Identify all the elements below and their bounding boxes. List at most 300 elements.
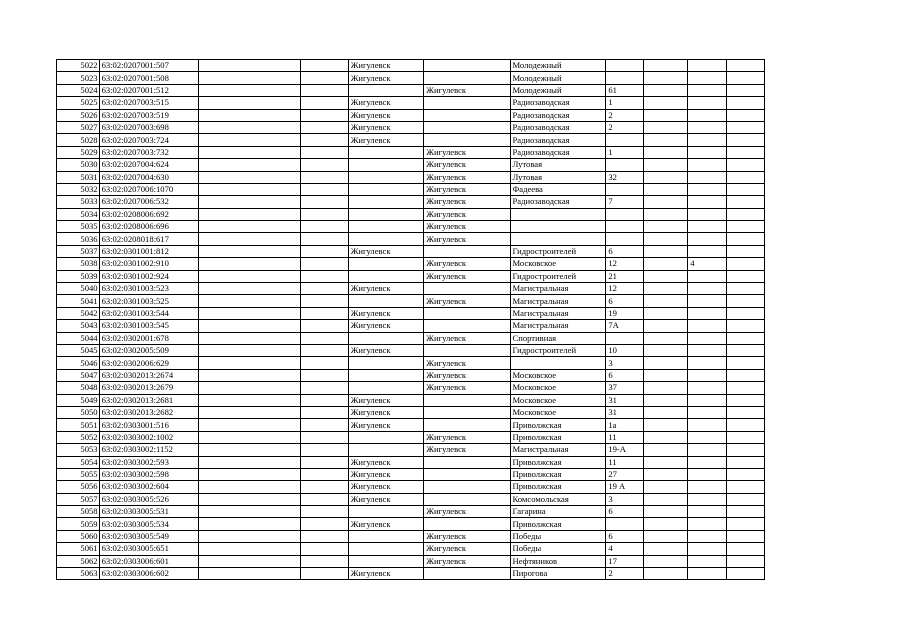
cell-empty-col-a <box>198 493 300 505</box>
cell-empty-col-d <box>726 221 764 233</box>
cell-street: Приволжская <box>510 419 606 431</box>
cell-row-number: 5039 <box>57 270 100 282</box>
cell-empty-col-c <box>643 456 688 468</box>
cell-empty-col-b <box>300 493 348 505</box>
cell-city: Жигулевск <box>348 481 424 493</box>
cell-row-number: 5062 <box>57 555 100 567</box>
cell-building-number <box>688 456 726 468</box>
cell-row-number: 5057 <box>57 493 100 505</box>
cell-building-number <box>688 493 726 505</box>
cell-building-number <box>688 60 726 72</box>
cell-building-number <box>688 221 726 233</box>
cell-building-number <box>688 97 726 109</box>
cell-cadastral-number: 63:02:0207004:624 <box>99 159 198 171</box>
cell-city <box>348 196 424 208</box>
table-row <box>57 307 765 319</box>
cell-row-number: 5027 <box>57 121 100 133</box>
cell-empty-col-a <box>198 307 300 319</box>
cell-row-number: 5042 <box>57 307 100 319</box>
cell-row-number: 5056 <box>57 481 100 493</box>
cell-city: Жигулевск <box>348 60 424 72</box>
cell-cadastral-number: 63:02:0301002:924 <box>99 270 198 282</box>
cell-empty-col-c <box>643 518 688 530</box>
cell-empty-col-c <box>643 543 688 555</box>
cell-cadastral-number: 63:02:0207003:515 <box>99 97 198 109</box>
cell-house-number: 6 <box>606 530 643 542</box>
cell-cadastral-number: 63:02:0207003:732 <box>99 146 198 158</box>
cell-street: Пирогова <box>510 568 606 580</box>
cell-street <box>510 233 606 245</box>
table-body <box>57 60 765 580</box>
cell-empty-col-b <box>300 543 348 555</box>
cell-locality: Жигулевск <box>424 171 510 183</box>
cell-city <box>348 221 424 233</box>
cell-empty-col-d <box>726 518 764 530</box>
cell-row-number: 5028 <box>57 134 100 146</box>
cell-empty-col-a <box>198 518 300 530</box>
cell-locality: Жигулевск <box>424 159 510 171</box>
cell-street: Приволжская <box>510 431 606 443</box>
cell-row-number: 5022 <box>57 60 100 72</box>
cell-cadastral-number: 63:02:0207003:698 <box>99 121 198 133</box>
cell-building-number <box>688 270 726 282</box>
cell-city: Жигулевск <box>348 307 424 319</box>
table-row <box>57 295 765 307</box>
cell-locality: Жигулевск <box>424 431 510 443</box>
cell-house-number <box>606 208 643 220</box>
table-row <box>57 518 765 530</box>
cell-locality: Жигулевск <box>424 543 510 555</box>
cell-building-number <box>688 369 726 381</box>
cell-locality: Жигулевск <box>424 332 510 344</box>
cell-empty-col-d <box>726 245 764 257</box>
cell-locality <box>424 481 510 493</box>
cell-city: Жигулевск <box>348 97 424 109</box>
cell-empty-col-b <box>300 97 348 109</box>
cell-house-number: 6 <box>606 369 643 381</box>
cell-empty-col-a <box>198 196 300 208</box>
cell-empty-col-b <box>300 208 348 220</box>
cell-locality <box>424 394 510 406</box>
cell-empty-col-d <box>726 530 764 542</box>
cell-city <box>348 543 424 555</box>
cell-empty-col-d <box>726 357 764 369</box>
cell-empty-col-a <box>198 233 300 245</box>
cell-empty-col-b <box>300 456 348 468</box>
cell-street: Комсомольская <box>510 493 606 505</box>
cell-empty-col-b <box>300 159 348 171</box>
cell-city: Жигулевск <box>348 72 424 84</box>
cell-house-number: 1 <box>606 146 643 158</box>
cell-locality <box>424 518 510 530</box>
cell-city: Жигулевск <box>348 468 424 480</box>
table-row <box>57 84 765 96</box>
cell-house-number: 31 <box>606 394 643 406</box>
cell-street: Приволжская <box>510 456 606 468</box>
cell-building-number <box>688 208 726 220</box>
cell-row-number: 5044 <box>57 332 100 344</box>
cell-street: Лутовая <box>510 159 606 171</box>
table-row <box>57 233 765 245</box>
cell-house-number: 11 <box>606 431 643 443</box>
cell-street: Магистральная <box>510 307 606 319</box>
cell-building-number <box>688 283 726 295</box>
cell-row-number: 5023 <box>57 72 100 84</box>
cell-empty-col-a <box>198 97 300 109</box>
cell-cadastral-number: 63:02:0303002:593 <box>99 456 198 468</box>
cell-locality: Жигулевск <box>424 84 510 96</box>
table-row <box>57 530 765 542</box>
cell-row-number: 5033 <box>57 196 100 208</box>
cell-empty-col-b <box>300 481 348 493</box>
cell-empty-col-d <box>726 171 764 183</box>
cell-street: Радиозаводская <box>510 97 606 109</box>
cell-empty-col-a <box>198 183 300 195</box>
cell-empty-col-a <box>198 121 300 133</box>
cell-empty-col-a <box>198 109 300 121</box>
cell-house-number: 3 <box>606 493 643 505</box>
cell-building-number: 4 <box>688 258 726 270</box>
cell-row-number: 5040 <box>57 283 100 295</box>
cell-street <box>510 221 606 233</box>
cell-street: Магистральная <box>510 444 606 456</box>
cell-locality <box>424 344 510 356</box>
cell-city: Жигулевск <box>348 245 424 257</box>
cell-empty-col-c <box>643 171 688 183</box>
cell-empty-col-d <box>726 146 764 158</box>
cell-row-number: 5060 <box>57 530 100 542</box>
cell-empty-col-a <box>198 60 300 72</box>
cell-empty-col-a <box>198 270 300 282</box>
cell-city <box>348 357 424 369</box>
table-row <box>57 444 765 456</box>
cell-empty-col-b <box>300 332 348 344</box>
cell-row-number: 5029 <box>57 146 100 158</box>
cell-building-number <box>688 382 726 394</box>
cell-empty-col-d <box>726 555 764 567</box>
table-row <box>57 344 765 356</box>
cell-city: Жигулевск <box>348 283 424 295</box>
cell-building-number <box>688 233 726 245</box>
cell-cadastral-number: 63:02:0302013:2681 <box>99 394 198 406</box>
cell-cadastral-number: 63:02:0208006:696 <box>99 221 198 233</box>
cell-house-number: 6 <box>606 506 643 518</box>
table-row <box>57 382 765 394</box>
table-row <box>57 394 765 406</box>
cell-row-number: 5052 <box>57 431 100 443</box>
cell-building-number <box>688 72 726 84</box>
cell-empty-col-c <box>643 84 688 96</box>
table-row <box>57 406 765 418</box>
cell-city <box>348 159 424 171</box>
table-row <box>57 320 765 332</box>
cell-cadastral-number: 63:02:0301003:544 <box>99 307 198 319</box>
cell-empty-col-b <box>300 568 348 580</box>
table-row <box>57 60 765 72</box>
cell-house-number <box>606 134 643 146</box>
cell-city <box>348 171 424 183</box>
cell-empty-col-c <box>643 245 688 257</box>
cell-cadastral-number: 63:02:0303002:1002 <box>99 431 198 443</box>
cell-street: Гидростроителей <box>510 344 606 356</box>
cell-empty-col-d <box>726 394 764 406</box>
cell-building-number <box>688 543 726 555</box>
cell-city: Жигулевск <box>348 344 424 356</box>
table-row <box>57 357 765 369</box>
cell-street: Гагарина <box>510 506 606 518</box>
cell-empty-col-b <box>300 382 348 394</box>
cell-empty-col-c <box>643 481 688 493</box>
cell-empty-col-b <box>300 60 348 72</box>
cell-street: Приволжская <box>510 468 606 480</box>
cell-empty-col-b <box>300 72 348 84</box>
table-row <box>57 159 765 171</box>
cell-row-number: 5031 <box>57 171 100 183</box>
cell-building-number <box>688 146 726 158</box>
cell-empty-col-a <box>198 72 300 84</box>
cell-house-number: 6 <box>606 245 643 257</box>
cell-empty-col-c <box>643 295 688 307</box>
cell-row-number: 5059 <box>57 518 100 530</box>
cell-empty-col-d <box>726 109 764 121</box>
cell-city: Жигулевск <box>348 518 424 530</box>
cell-street: Лутовая <box>510 171 606 183</box>
cell-empty-col-a <box>198 568 300 580</box>
cell-city <box>348 258 424 270</box>
cell-empty-col-c <box>643 233 688 245</box>
cell-building-number <box>688 332 726 344</box>
cell-cadastral-number: 63:02:0303005:651 <box>99 543 198 555</box>
table-row <box>57 332 765 344</box>
cell-empty-col-a <box>198 468 300 480</box>
cell-building-number <box>688 84 726 96</box>
cell-row-number: 5055 <box>57 468 100 480</box>
cell-house-number: 12 <box>606 283 643 295</box>
table-row <box>57 468 765 480</box>
cell-empty-col-b <box>300 518 348 530</box>
cell-empty-col-b <box>300 295 348 307</box>
cell-empty-col-b <box>300 344 348 356</box>
cell-empty-col-d <box>726 543 764 555</box>
cell-building-number <box>688 307 726 319</box>
cell-empty-col-a <box>198 84 300 96</box>
cell-street: Магистральная <box>510 295 606 307</box>
cell-empty-col-a <box>198 382 300 394</box>
cell-empty-col-a <box>198 258 300 270</box>
cell-cadastral-number: 63:02:0303005:531 <box>99 506 198 518</box>
table-row <box>57 121 765 133</box>
cell-city <box>348 369 424 381</box>
cell-empty-col-d <box>726 481 764 493</box>
cell-empty-col-a <box>198 208 300 220</box>
cell-city: Жигулевск <box>348 419 424 431</box>
cell-locality <box>424 134 510 146</box>
cell-house-number: 21 <box>606 270 643 282</box>
cell-house-number: 2 <box>606 568 643 580</box>
cell-house-number: 19 А <box>606 481 643 493</box>
table-row <box>57 555 765 567</box>
table-row <box>57 146 765 158</box>
cell-row-number: 5035 <box>57 221 100 233</box>
cell-empty-col-d <box>726 233 764 245</box>
cell-cadastral-number: 63:02:0302001:678 <box>99 332 198 344</box>
cell-empty-col-d <box>726 295 764 307</box>
cell-building-number <box>688 320 726 332</box>
cell-empty-col-d <box>726 456 764 468</box>
cell-cadastral-number: 63:02:0207001:507 <box>99 60 198 72</box>
cell-empty-col-b <box>300 183 348 195</box>
cell-city <box>348 208 424 220</box>
cell-locality: Жигулевск <box>424 369 510 381</box>
cell-cadastral-number: 63:02:0207001:508 <box>99 72 198 84</box>
cell-cadastral-number: 63:02:0207006:1070 <box>99 183 198 195</box>
cell-city <box>348 233 424 245</box>
cell-house-number <box>606 60 643 72</box>
table-row <box>57 431 765 443</box>
cell-city <box>348 530 424 542</box>
cell-street <box>510 208 606 220</box>
cell-empty-col-b <box>300 146 348 158</box>
cell-empty-col-c <box>643 419 688 431</box>
cell-house-number: 19 <box>606 307 643 319</box>
cell-empty-col-b <box>300 394 348 406</box>
cell-empty-col-b <box>300 121 348 133</box>
table-row <box>57 208 765 220</box>
cell-empty-col-a <box>198 456 300 468</box>
cell-row-number: 5025 <box>57 97 100 109</box>
cell-empty-col-c <box>643 394 688 406</box>
cell-empty-col-b <box>300 307 348 319</box>
cell-street: Московское <box>510 406 606 418</box>
cell-cadastral-number: 63:02:0303006:602 <box>99 568 198 580</box>
cell-street: Московское <box>510 382 606 394</box>
cell-house-number <box>606 72 643 84</box>
cell-empty-col-d <box>726 332 764 344</box>
cell-empty-col-c <box>643 72 688 84</box>
cell-building-number <box>688 394 726 406</box>
cell-building-number <box>688 518 726 530</box>
cell-street: Радиозаводская <box>510 121 606 133</box>
cell-street: Гидростроителей <box>510 245 606 257</box>
cell-street: Приволжская <box>510 518 606 530</box>
cell-empty-col-d <box>726 121 764 133</box>
cell-locality <box>424 72 510 84</box>
cell-empty-col-a <box>198 394 300 406</box>
cell-empty-col-a <box>198 344 300 356</box>
cell-building-number <box>688 171 726 183</box>
cell-locality: Жигулевск <box>424 270 510 282</box>
cell-city: Жигулевск <box>348 493 424 505</box>
cell-row-number: 5053 <box>57 444 100 456</box>
cell-empty-col-b <box>300 530 348 542</box>
cell-row-number: 5047 <box>57 369 100 381</box>
cell-empty-col-c <box>643 555 688 567</box>
cell-empty-col-c <box>643 146 688 158</box>
cell-house-number: 1а <box>606 419 643 431</box>
cell-empty-col-b <box>300 419 348 431</box>
table-row <box>57 97 765 109</box>
cell-empty-col-c <box>643 530 688 542</box>
cell-empty-col-c <box>643 307 688 319</box>
cell-locality: Жигулевск <box>424 295 510 307</box>
cell-cadastral-number: 63:02:0207003:724 <box>99 134 198 146</box>
cell-row-number: 5050 <box>57 406 100 418</box>
cell-empty-col-b <box>300 283 348 295</box>
cell-empty-col-b <box>300 555 348 567</box>
cell-building-number <box>688 245 726 257</box>
cell-empty-col-c <box>643 506 688 518</box>
cell-street: Нефтяников <box>510 555 606 567</box>
table-row <box>57 493 765 505</box>
cell-building-number <box>688 419 726 431</box>
cell-row-number: 5054 <box>57 456 100 468</box>
cell-empty-col-a <box>198 406 300 418</box>
cell-building-number <box>688 183 726 195</box>
cell-house-number <box>606 183 643 195</box>
cell-house-number: 19-А <box>606 444 643 456</box>
cell-street: Радиозаводская <box>510 196 606 208</box>
cell-cadastral-number: 63:02:0301003:525 <box>99 295 198 307</box>
cell-empty-col-d <box>726 97 764 109</box>
cell-locality: Жигулевск <box>424 506 510 518</box>
cell-empty-col-b <box>300 406 348 418</box>
cell-empty-col-b <box>300 320 348 332</box>
cell-empty-col-b <box>300 444 348 456</box>
cell-building-number <box>688 109 726 121</box>
cell-street: Молодежный <box>510 84 606 96</box>
cell-locality: Жигулевск <box>424 183 510 195</box>
cell-house-number: 61 <box>606 84 643 96</box>
cell-empty-col-c <box>643 208 688 220</box>
cell-empty-col-a <box>198 444 300 456</box>
cell-street: Гидростроителей <box>510 270 606 282</box>
cell-city <box>348 555 424 567</box>
cell-city <box>348 431 424 443</box>
cell-empty-col-c <box>643 320 688 332</box>
table-row <box>57 171 765 183</box>
cell-house-number: 6 <box>606 295 643 307</box>
table-row <box>57 196 765 208</box>
cell-cadastral-number: 63:02:0207001:512 <box>99 84 198 96</box>
cell-street: Победы <box>510 543 606 555</box>
cell-house-number <box>606 233 643 245</box>
cell-city <box>348 382 424 394</box>
cell-city: Жигулевск <box>348 406 424 418</box>
cell-house-number: 12 <box>606 258 643 270</box>
cell-empty-col-d <box>726 159 764 171</box>
cell-locality <box>424 283 510 295</box>
cell-empty-col-c <box>643 121 688 133</box>
cell-locality <box>424 245 510 257</box>
cell-house-number: 17 <box>606 555 643 567</box>
cell-empty-col-d <box>726 419 764 431</box>
cell-empty-col-c <box>643 221 688 233</box>
cell-locality <box>424 97 510 109</box>
cell-cadastral-number: 63:02:0208006:692 <box>99 208 198 220</box>
cell-empty-col-d <box>726 270 764 282</box>
cell-empty-col-c <box>643 134 688 146</box>
cell-street: Приволжская <box>510 481 606 493</box>
cell-empty-col-a <box>198 419 300 431</box>
cell-row-number: 5048 <box>57 382 100 394</box>
table-row <box>57 506 765 518</box>
cell-empty-col-d <box>726 444 764 456</box>
cell-row-number: 5041 <box>57 295 100 307</box>
cell-cadastral-number: 63:02:0207004:630 <box>99 171 198 183</box>
cell-row-number: 5046 <box>57 357 100 369</box>
cell-empty-col-a <box>198 221 300 233</box>
cell-row-number: 5063 <box>57 568 100 580</box>
